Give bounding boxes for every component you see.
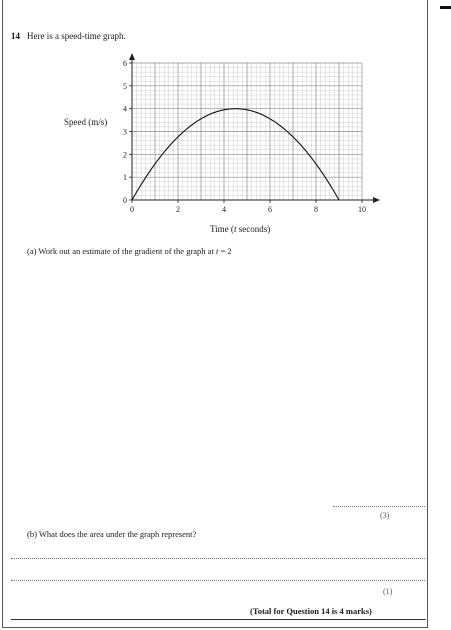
y-axis-arrow [129,53,135,60]
y-tick-label: 1 [123,173,127,183]
x-tick-label: 10 [358,205,366,214]
part-a-variable: t [215,246,219,256]
part-b-question [27,529,196,539]
x-axis-label-prefix: Time ( [210,224,234,234]
y-axis-label: Speed (m/s) [64,117,108,127]
x-tick-label: 8 [314,205,318,214]
part-a-label: (a) [27,246,37,256]
y-tick-label: 2 [123,150,127,160]
y-tick-label: 6 [123,59,127,68]
part-a-text: Work out an estimate of the gradient of the graph at [38,246,214,256]
y-tick-label: 0 [123,196,127,205]
x-axis-arrow [373,197,380,203]
answer-line-a[interactable] [333,506,425,507]
y-tick-label: 4 [123,104,127,114]
part-a-marks: (3) [380,511,390,520]
x-tick-label: 4 [222,205,226,214]
x-tick-label: 2 [176,205,180,214]
x-tick-label: 0 [130,205,134,214]
part-a-equation: = 2 [218,246,232,256]
x-axis-label [210,224,270,234]
grid-major-lines [132,63,362,200]
y-tick-label: 3 [123,127,127,137]
part-b-marks: (1) [383,587,393,596]
part-b-text: What does the area under the graph represent? [38,529,197,539]
part-a-question [27,246,232,256]
y-tick-label: 5 [123,81,127,91]
x-axis-label-variable: t [233,224,237,234]
axes [129,53,380,203]
answer-line-b2[interactable] [11,580,425,581]
x-axis-label-suffix: seconds) [236,224,271,234]
x-tick-label: 6 [268,205,272,214]
speed-time-graph [0,0,451,240]
question-number: 14 [11,31,20,41]
question-intro: Here is a speed-time graph. [27,31,126,41]
total-marks: (Total for Question 14 is 4 marks) [250,606,372,616]
answer-line-b1[interactable] [11,558,425,559]
bottom-rule [11,619,426,620]
part-b-label: (b) [27,529,37,539]
